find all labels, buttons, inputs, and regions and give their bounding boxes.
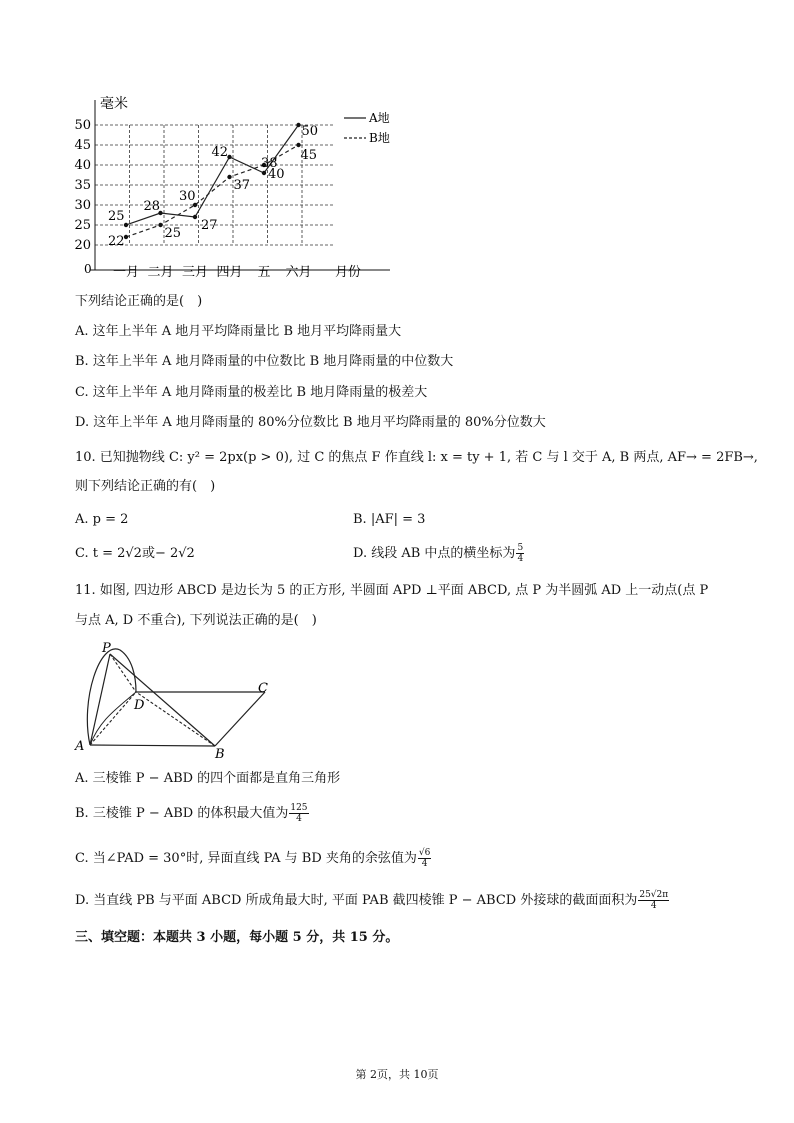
label-P: P (102, 641, 111, 656)
chart-legend (344, 110, 390, 145)
q11-option-a[interactable]: A. 三棱锥 P − ABD 的四个面都是直角三角形 (75, 771, 341, 786)
y-axis-label: 毫米 (100, 96, 128, 112)
legend-label-b: B地 (369, 131, 390, 145)
data-label-b: 25 (164, 226, 182, 241)
edge-BD (136, 692, 215, 746)
q11-option-b-fraction (289, 803, 308, 824)
chart-axes (74, 95, 390, 280)
point-a (193, 215, 197, 219)
point-b (158, 223, 162, 227)
edge-AB (90, 745, 215, 746)
fraction-denominator: 4 (650, 901, 657, 911)
data-label-a: 38 (261, 156, 278, 171)
data-label-a: 25 (108, 209, 125, 224)
fraction-denominator: 4 (421, 859, 428, 869)
data-label-b: 40 (268, 167, 285, 182)
point-a (262, 171, 266, 175)
q11-option-c-text: C. 当∠PAD = 30°时, 异面直线 PA 与 BD 夹角的余弦值为 (75, 851, 417, 866)
data-label-a: 50 (301, 124, 319, 139)
page-footer: 第 2页，共 10页 (355, 1068, 439, 1081)
label-D: D (134, 698, 145, 713)
origin-label: 0 (84, 262, 92, 276)
q9-option-a[interactable]: A. 这年上半年 A 地月平均降雨量比 B 地月平均降雨量大 (75, 324, 402, 339)
q9-option-b[interactable]: B. 这年上半年 A 地月降雨量的中位数比 B 地月降雨量的中位数大 (75, 354, 454, 369)
data-label-a: 27 (201, 218, 218, 233)
q10-stem-line1: 10. 已知抛物线 C: y² = 2px(p > 0), 过 C 的焦点 F 作直线 l: x = ty + 1, 若 C 与 l 交于 A, B 两点, AF→ = 2FB→, (75, 450, 758, 465)
fraction-numerator: 5 (517, 543, 524, 553)
fraction-numerator: √6 (418, 848, 431, 858)
y-tick-label: 50 (74, 118, 91, 133)
fraction-denominator: 4 (517, 554, 524, 564)
fraction-denominator: 4 (296, 814, 302, 824)
fraction-numerator: 125 (290, 803, 308, 813)
point-b (227, 175, 231, 179)
y-tick-label: 20 (74, 238, 91, 253)
edge-PA (90, 654, 110, 745)
q11-option-c-fraction (418, 848, 431, 869)
legend-label-a: A地 (369, 111, 390, 125)
label-C: C (258, 681, 268, 696)
q9-option-c[interactable]: C. 这年上半年 A 地月降雨量的极差比 B 地月降雨量的极差大 (75, 385, 428, 400)
y-tick-label: 45 (74, 138, 91, 153)
data-label-b: 45 (300, 148, 318, 163)
section-heading-fill-in: 三、填空题：本题共 3 小题，每小题 5 分，共 15 分。 (75, 930, 399, 945)
x-tick-label: 二月 (147, 265, 174, 280)
point-a (296, 123, 300, 127)
label-A: A (75, 739, 85, 754)
rainfall-line-chart (60, 90, 400, 290)
y-tick-label: 35 (74, 178, 91, 193)
q11-option-d[interactable] (75, 890, 670, 911)
q11-stem-line2: 与点 A, D 不重合), 下列说法正确的是( ) (75, 613, 317, 628)
edge-AD (90, 692, 136, 745)
q10-option-a[interactable]: A. p = 2 (75, 512, 129, 527)
x-axis-label: 月份 (335, 265, 362, 280)
q10-option-d-text: D. 线段 AB 中点的横坐标为 (353, 546, 516, 561)
data-label-b: 22 (108, 234, 125, 249)
data-label-b: 30 (179, 189, 196, 204)
q11-stem-line1: 11. 如图, 四边形 ABCD 是边长为 5 的正方形, 半圆面 APD ⊥平面 ABCD, 点 P 为半圆弧 AD 上一动点(点 P (75, 583, 709, 598)
y-tick-label: 25 (74, 218, 91, 233)
q11-option-d-fraction (638, 890, 669, 911)
q10-stem-line2: 则下列结论正确的有( ) (75, 479, 216, 494)
x-tick-label: 六月 (285, 265, 312, 280)
q9-option-d[interactable]: D. 这年上半年 A 地月降雨量的 80%分位数比 B 地月平均降雨量的 80%分位数大 (75, 415, 546, 430)
q11-option-d-text: D. 当直线 PB 与平面 ABCD 所成角最大时, 平面 PAB 截四棱锥 P − ABCD 外接球的截面面积为 (75, 893, 638, 908)
edge-BC (215, 692, 265, 746)
q11-option-b-text: B. 三棱锥 P − ABD 的体积最大值为 (75, 806, 289, 821)
q10-option-c[interactable]: C. t = 2√2或− 2√2 (75, 546, 195, 561)
data-label-a: 28 (143, 199, 161, 214)
fraction-numerator: 25√2π (639, 890, 669, 900)
data-label-b: 37 (233, 178, 251, 193)
y-tick-label: 40 (74, 158, 91, 173)
q10-option-d-fraction (516, 543, 524, 564)
q11-option-b[interactable] (75, 803, 310, 824)
x-tick-label: 三月 (181, 265, 209, 280)
q11-option-c[interactable] (75, 848, 432, 869)
x-tick-label: 一月 (112, 265, 140, 280)
q10-option-b[interactable]: B. |AF| = 3 (353, 512, 426, 527)
x-tick-label: 五 (257, 265, 271, 280)
semicircle-arc (87, 649, 136, 745)
data-label-a: 42 (211, 145, 229, 160)
q10-option-d[interactable] (353, 543, 525, 564)
pyramid-figure (70, 640, 290, 758)
x-tick-label: 四月 (216, 265, 243, 280)
point-b (296, 143, 300, 147)
y-tick-label: 30 (74, 198, 91, 213)
label-B: B (215, 747, 225, 758)
q9-stem: 下列结论正确的是( ) (75, 294, 203, 309)
